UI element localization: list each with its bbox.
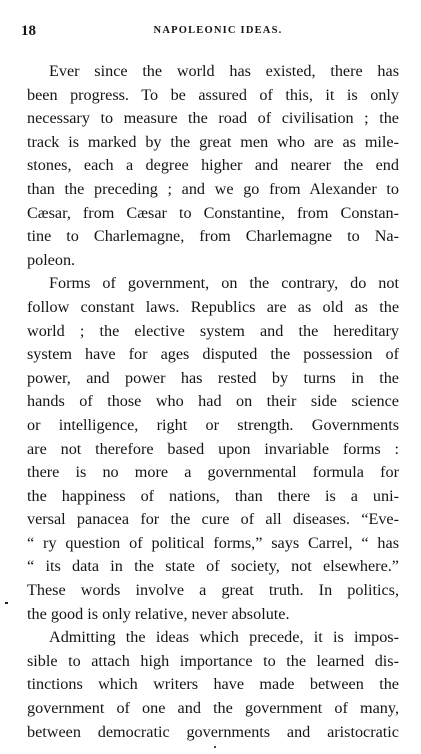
text-line: “ ry question of political forms,” says Carrel, “ has — [27, 533, 399, 552]
text-line: Cæsar, from Cæsar to Constantine, from Constan- — [27, 203, 399, 222]
body-text — [27, 60, 399, 744]
text-line: track is marked by the great men who are as mile- — [27, 132, 399, 151]
print-speck — [214, 746, 216, 748]
text-line: government of one and the government of many, — [27, 699, 399, 718]
text-line: the happiness of nations, than there is a uni- — [27, 486, 399, 505]
text-line: or intelligence, right or strength. Governments — [27, 415, 399, 434]
text-line: power, and power has rested by turns in the — [27, 368, 399, 387]
text-line: necessary to measure the road of civilisation ; the — [27, 109, 399, 128]
text-line: tine to Charlemagne, from Charlemagne to Na- — [27, 227, 399, 246]
text-line: system have for ages disputed the possession of — [27, 345, 399, 364]
text-line: than the preceding ; and we go from Alexander to — [27, 179, 399, 198]
text-line: hands of those who had on their side science — [27, 392, 399, 411]
running-title: NAPOLEONIC IDEAS. — [153, 25, 283, 36]
text-line: been progress. To be assured of this, it is only — [27, 85, 399, 104]
text-line: between democratic governments and aristocratic — [27, 722, 399, 741]
text-line: stones, each a degree higher and nearer the end — [27, 156, 399, 175]
margin-mark — [5, 602, 8, 604]
text-line: Forms of government, on the contrary, do not — [49, 274, 399, 293]
text-line: Ever since the world has existed, there has — [49, 62, 399, 80]
text-line: These words involve a great truth. In politics, — [27, 581, 399, 600]
text-line: poleon. — [27, 250, 76, 269]
text-line: the good is only relative, never absolute. — [27, 604, 290, 623]
text-line: world ; the elective system and the hereditary — [27, 321, 399, 340]
text-line: tinctions which writers have made between the — [27, 675, 399, 694]
text-line: sible to attach high importance to the learned dis- — [27, 651, 399, 670]
text-line: there is no more a governmental formula for — [27, 463, 399, 482]
page-number: 18 — [21, 23, 36, 39]
text-line: Admitting the ideas which precede, it is impos- — [49, 628, 399, 647]
text-line: versal panacea for the cure of all diseases. “Eve- — [27, 510, 399, 529]
running-head — [21, 23, 399, 41]
text-line: follow constant laws. Republics are as old as the — [27, 297, 399, 316]
text-line: are not therefore based upon invariable forms : — [27, 439, 399, 458]
text-line: “ its data in the state of society, not elsewhere.” — [27, 557, 399, 576]
